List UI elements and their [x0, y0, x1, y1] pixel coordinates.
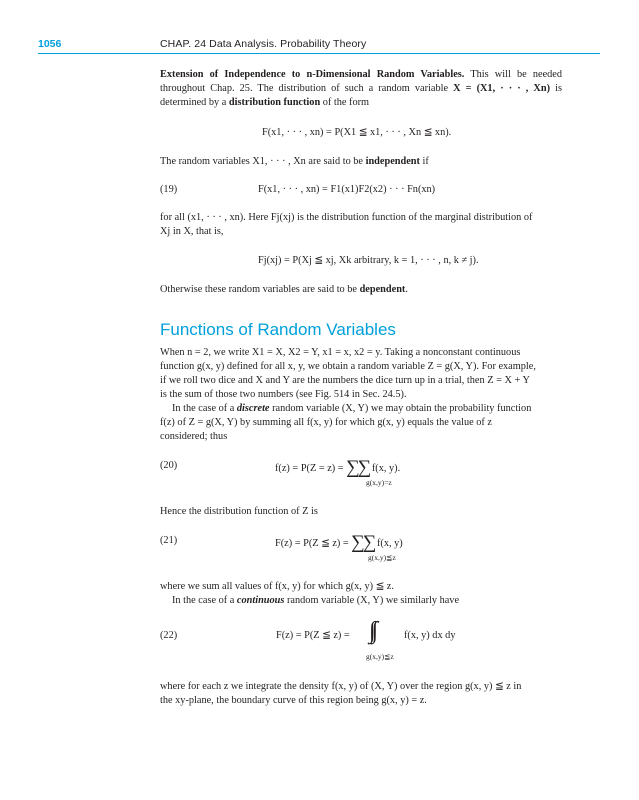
- term-discrete: discrete: [236, 403, 270, 414]
- term-continuous: continuous: [236, 595, 285, 606]
- text-line: the xy-plane, the boundary curve of this region being g(x, y) = z.: [160, 695, 427, 706]
- text-span: is determined by a: [160, 83, 562, 108]
- text-line: where we sum all values of f(x, y) for which g(x, y) ≦ z.: [160, 581, 394, 592]
- text-span: Otherwise these random variables are said to be: [160, 284, 360, 295]
- text-span: of the form: [320, 97, 370, 108]
- equation-20: [275, 459, 400, 476]
- text-line: [172, 402, 562, 416]
- double-sum-symbol: ∑∑: [346, 457, 370, 478]
- summand: f(x, y): [376, 538, 403, 549]
- term-dependent: dependent: [359, 284, 406, 295]
- integrand: f(x, y) dx dy: [404, 630, 456, 641]
- paragraph-independent-def: [160, 155, 562, 169]
- section-title: Functions of Random Variables: [160, 320, 396, 339]
- equation-number-20: (20): [160, 460, 178, 471]
- running-header: [0, 38, 639, 56]
- header-rule: [38, 53, 600, 54]
- term-independent: independent: [365, 156, 420, 167]
- equation-number-22: (22): [160, 630, 178, 641]
- equation-22: [276, 629, 350, 643]
- text-span: The random variables X1, · · · , Xn are said to be: [160, 156, 366, 167]
- paragraph-lead: Extension of Independence to n-Dimensional Random Variables.: [160, 69, 465, 80]
- text-span: .: [405, 284, 408, 295]
- text-line: where for each z we integrate the density f(x, y) of (X, Y) over the region g(x, y) ≦ z in: [160, 681, 522, 692]
- text-line: Hence the distribution function of Z is: [160, 506, 318, 517]
- equation-lhs: F(z) = P(Z ≦ z) =: [276, 630, 350, 641]
- sum-condition: g(x,y)≦z: [368, 553, 396, 562]
- paragraph-independence-extension: [160, 68, 562, 110]
- equation-number-21: (21): [160, 535, 178, 546]
- equation-19: F(x1, · · · , xn) = F1(x1)F2(x2) · · · Fn(xn): [258, 184, 436, 195]
- double-sum-symbol: ∑∑: [351, 532, 375, 553]
- page-number: 1056: [38, 38, 62, 50]
- text-span: if: [419, 156, 429, 167]
- text-span: This will be needed throughout Chap. 25. The distribution of such a random variable: [160, 69, 563, 94]
- text-span: In the case of a: [172, 595, 237, 606]
- equation-joint-distribution: F(x1, · · · , xn) = P(X1 ≦ x1, · · · , Xn ≦ xn).: [262, 127, 452, 138]
- equation-lhs: F(z) = P(Z ≦ z) =: [275, 538, 349, 549]
- random-vector: X = (X1, · · · , Xn): [453, 83, 551, 94]
- text-line: is the sum of those two numbers (see Fig. 514 in Sec. 24.5).: [160, 389, 407, 400]
- text-line: function g(x, y) defined for all x, y, we obtain a random variable Z = g(X, Y). For example,: [160, 361, 536, 372]
- text-line: f(z) of Z = g(X, Y) by summing all f(x, y) for which g(x, y) equals the value of z: [160, 417, 492, 428]
- text-line: [172, 594, 562, 608]
- text-span: In the case of a: [172, 403, 237, 414]
- equation-lhs: f(z) = P(Z = z) =: [275, 463, 344, 474]
- term-distribution-function: distribution function: [228, 97, 321, 108]
- text-line: considered; thus: [160, 431, 228, 442]
- text-span: random variable (X, Y) we similarly have: [284, 595, 460, 606]
- equation-marginal: Fj(xj) = P(Xj ≦ xj, Xk arbitrary, k = 1, · · · , n, k ≠ j).: [258, 255, 479, 266]
- text-line: if we roll two dice and X and Y are the numbers the dice turn up in a trial, then Z = X + Y: [160, 375, 530, 386]
- sum-condition: g(x,y)=z: [366, 478, 392, 487]
- text-line: Xj in X, that is,: [160, 226, 224, 237]
- text-line: for all (x1, · · · , xn). Here Fj(xj) is the distribution function of the marginal distribution of: [160, 212, 533, 223]
- text-line: When n = 2, we write X1 = X, X2 = Y, x1 = x, x2 = y. Taking a nonconstant continuous: [160, 347, 521, 358]
- running-head: CHAP. 24 Data Analysis. Probability Theory: [160, 38, 367, 50]
- equation-number-19: (19): [160, 184, 178, 195]
- paragraph-dependent: [160, 283, 562, 297]
- double-integral-symbol: ∫∫: [369, 618, 375, 644]
- integral-region: g(x,y)≦z: [366, 652, 394, 661]
- summand: f(x, y).: [371, 463, 401, 474]
- equation-21: [275, 534, 403, 551]
- text-span: random variable (X, Y) we may obtain the probability function: [269, 403, 532, 414]
